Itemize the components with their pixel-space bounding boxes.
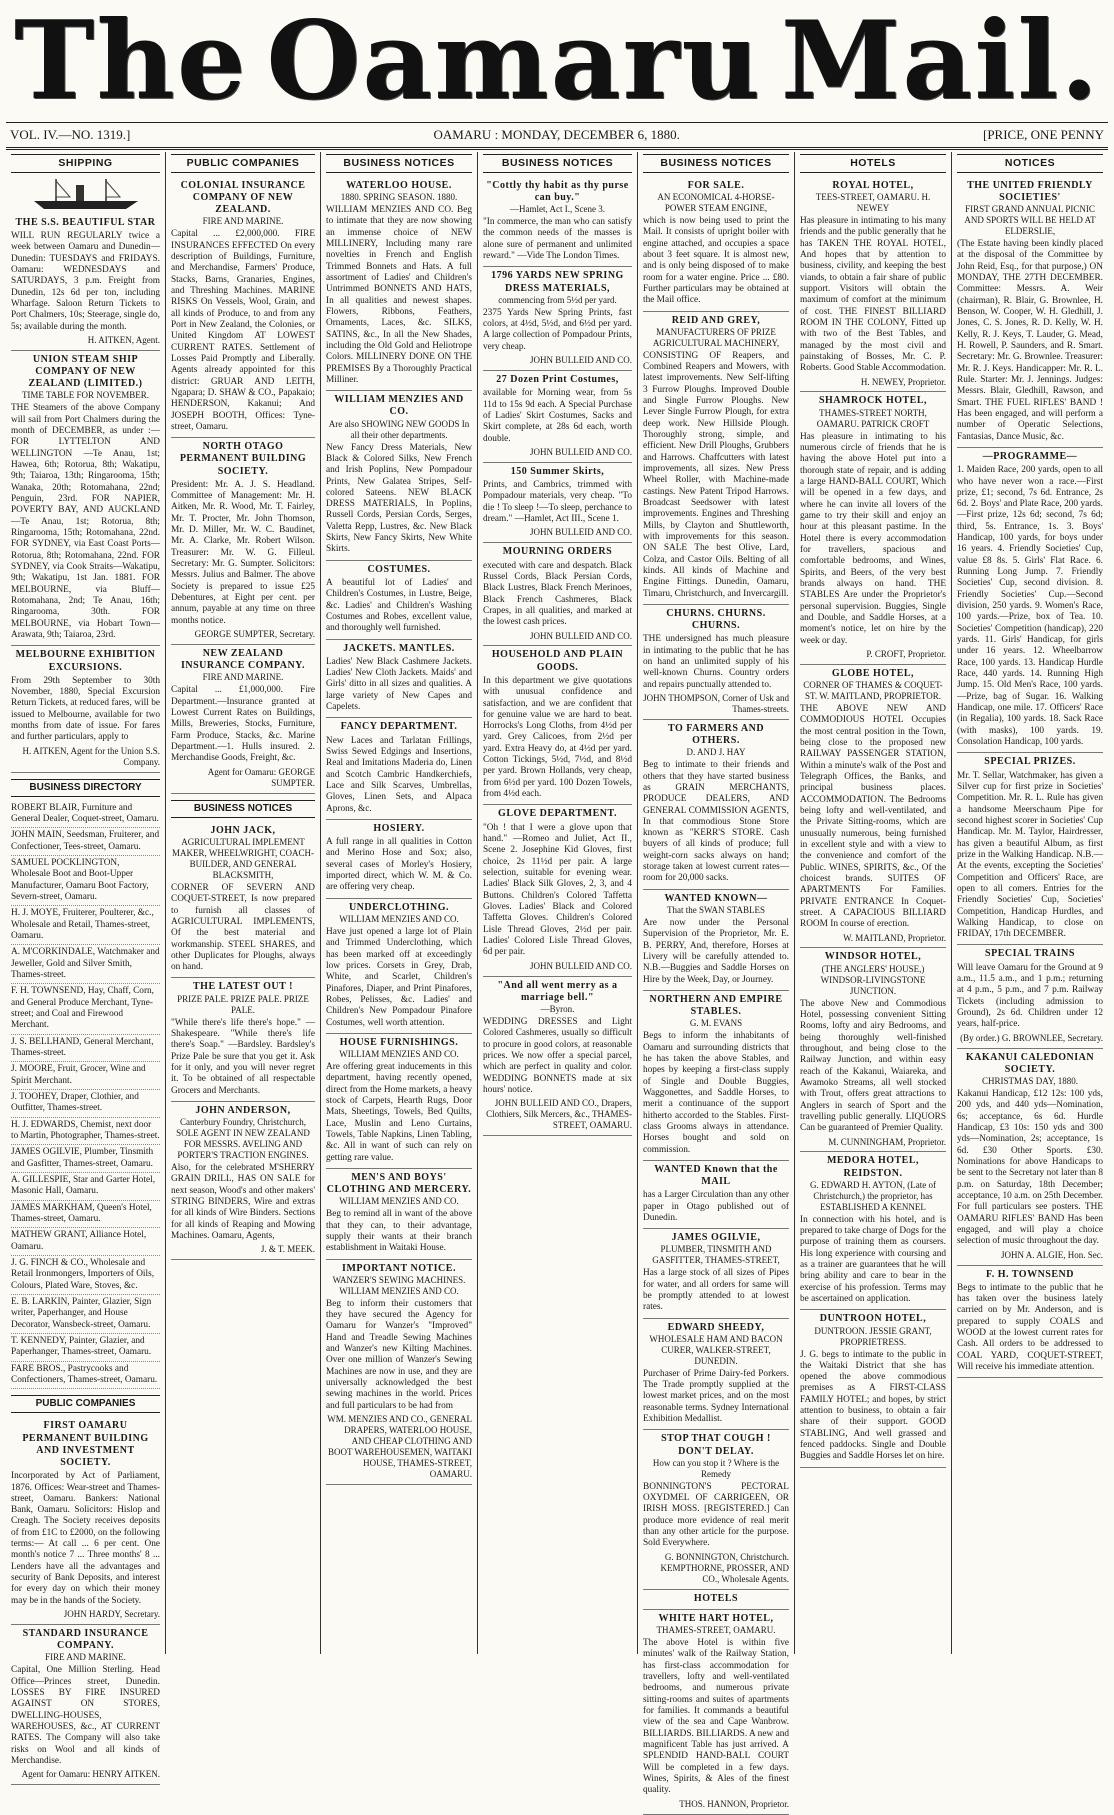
directory-entry: E. B. LARKIN, Painter, Glazier, Sign writer, Paperhanger, and House Decorator, Wansbeck-street, Oamaru. [11, 1295, 160, 1334]
advertisement-body: THE ABOVE NEW AND COMMODIOUS HOTEL Occupies the most central position in the Town, being close to the proposed new RAILWAY PASSENGER STATION, Within a minute's walk of the Post and Telegraph Offices, the Banks, and principal business places. ACCOMMODATION. The Bedrooms being lofty and well-ventilated, and the Private Sitting-rooms, which are unusually numerous, being furnished in excellent style and with a view to the convenience and comfort of the Public. WINES, SPIRITS, &c., Of the choicest brands. SUITES OF APARTMENTS For Families. PRIVATE ENTRANCE In Coquet-street. A CAPACIOUS BILLIARD ROOM In course of erection. [800, 703, 946, 930]
directory-entry: F. H. TOWNSEND, Hay, Chaff, Corn, and General Produce Merchant, Tyne-street; and Coal and Firewood Merchant. [11, 984, 160, 1034]
advertisement [483, 543, 632, 646]
advertisement-subtitle: WANZER'S SEWING MACHINES. WILLIAM MENZIES AND CO. [332, 1274, 466, 1296]
advertisement-subtitle: 1880. SPRING SEASON. 1880. [340, 191, 458, 202]
advertisement [326, 899, 472, 1034]
advertisement [643, 605, 789, 720]
advertisement-subtitle: PLUMBER, TINSMITH AND GASFITTER, THAMES-STREET, [652, 1244, 780, 1266]
advertisement-title: NEW ZEALAND INSURANCE COMPANY. [180, 648, 305, 672]
advertisement-signature: GEORGE SUMPTER, Secretary. [194, 629, 315, 640]
advertisement-subtitle: CORNER OF THAMES & COQUET-ST. W. MAITLAND, PROPRIETOR. [803, 680, 943, 701]
advertisement-body: Ladies' New Black Cashmere Jackets. Ladies' New Cloth Jackets. Maids' and Girls' ditto in all sizes and qualities. A large variety of New Capes and Capelets. [326, 656, 472, 713]
advertisement-body: Will leave Oamaru for the Ground at 9 a.m., 11.5 a.m., and 1 p.m.; returning at 4 p.m., 5 p.m., and 7 p.m. Railway Tickets (including admission to Ground), 2s 6d. Children under 12 years, half-price. [957, 962, 1103, 1030]
advertisement [643, 720, 789, 890]
advertisement [483, 805, 632, 976]
advertisement [957, 177, 1103, 448]
advertisement-body: WILLIAM MENZIES AND CO. Beg to intimate that they are now showing an immense choice of NEW MILLINERY, Including many rare novelties in French and English Trimmed Bonnets and Hats. A full assortment of Ladies' and Children's Untrimmed BONNETS AND HATS, In all qualities and newest shapes. Flowers, Ribbons, Feathers, Ornaments, Laces, &c. SILKS, SATINS, &c., In all the New Shades, including the Old Gold and Heliotrope Colors. MILLINERY DONE ON THE PREMISES By a Thoroughly Practical Milliner. [326, 204, 472, 385]
directory-entry: J. TOOHEY, Draper, Clothier, and Outfitter, Thames-street. [11, 1090, 160, 1118]
advertisement-title: WILLIAM MENZIES AND CO. [334, 394, 464, 418]
advertisement-body: Kakanui Handicap, £12 12s: 100 yds, 200 yds, and 440 yds—Nomination, 6s; acceptance, 6s 6d. Hurdle Handicap, £3 10s: 150 yds and 300 yds—Nomination, 2s; acceptance, 1s 6d. £30 Other Sports. £30. Nominations for above Handicaps to be sent to the Secretary not later than 8 p.m. on Saturday, 18th December; acceptance, 10 a.m. on 25th December. For full particulars see posters. THE OAMARU RIFLES' BAND Has been engaged, and will play a choice selection of music throughout the day. [957, 1088, 1103, 1247]
advertisement-subtitle: —Byron. [540, 1003, 575, 1014]
business3-ads [643, 177, 789, 1815]
advertisement-body: Prints, and Cambrics, trimmed with Pompadour materials, very cheap. "To die ! To sleep !—To sleep, perchance to dream." —Hamlet, Act III., Scene 1. [483, 480, 632, 525]
advertisement-subtitle: PRIZE PALE. PRIZE PALE. PRIZE PALE. [177, 993, 309, 1015]
advertisement-signature: H. NEWEY, Proprietor. [860, 376, 946, 387]
advertisement [643, 1229, 789, 1318]
advertisement [800, 1152, 946, 1310]
advertisement [171, 978, 315, 1101]
advertisement-title: ROYAL HOTEL, [832, 179, 914, 191]
advertisement-subtitle: AGRICULTURAL IMPLEMENT MAKER, WHEELWRIGHT, COACH-BUILDER, AND GENERAL BLACKSMITH, [172, 836, 314, 880]
advertisement-subtitle: Are also SHOWING NEW GOODS In all their other departments. [328, 418, 470, 440]
advertisement [483, 463, 632, 543]
advertisement-body: Mr. T. Sellar, Watchmaker, has given a Silver cup for first prize in Societies' Competition. Mr. R. L. Rule has given a handsome Meerschaum Pipe for second highest scorer in Societies' Cup Handicap. Mr. M. Taylor, Hairdresser, has given a beautiful Album, as first prize in the Walking Handicap. N.B.—At the events, excepting the Societies' Competition and Officers' Race, are open to all comers. Entries for the Friendly Societies' Cup, Societies' Competition, Handicap Hurdles, and Walking Handicap, to close on FRIDAY, 17th DECEMBER. [957, 770, 1103, 940]
advertisement-subtitle: D. AND J. HAY [686, 747, 746, 758]
advertisement [11, 214, 160, 351]
masthead-word-the: The [14, 0, 248, 124]
issue-date: OAMARU : MONDAY, DECEMBER 6, 1880. [433, 127, 680, 142]
advertisement-title: UNION STEAM SHIP COMPANY OF NEW ZEALAND (LIMITED.) [28, 353, 143, 390]
masthead-word-oamaru: Oamaru [266, 0, 763, 124]
advertisement-body: A full range in all qualities in Cotton and Merino Hose and Sox; also, several cases of Morley's Hosiery, imported direct, which W. M. & Co. are offering very cheap. [326, 837, 472, 893]
advertisement [11, 1417, 160, 1625]
advertisement [643, 312, 789, 605]
advertisement-title: FANCY DEPARTMENT. [340, 721, 458, 733]
advertisement-body: Begs to intimate to the public that he has taken over the business lately carried on by Mr. Anderson, and is prepared to supply COALS and WOOD at the lowest current rates for Cash. All orders to be addressed to COAL YARD, COQUET-STREET, Will receive his immediate attention. [957, 1282, 1103, 1372]
advertisement-body: New Laces and Tarlatan Frillings, Swiss Sewed Edgings and Insertions, Real and Imitations Maderia do, Linen and Scotch Cambric Handkerchiefs, Lace and Silk Scarves, Umbrellas, Gloves, Linen Sets, and Alpaca Aprons, &c. [326, 735, 472, 814]
column-public-companies [166, 152, 321, 1654]
advertisement-signature: H. AITKEN, Agent. [87, 334, 160, 345]
column-notices [952, 152, 1108, 1654]
advertisement-title: MOURNING ORDERS [502, 546, 613, 558]
advertisement-signature: J. & T. MEEK. [260, 1244, 315, 1255]
advertisement-subtitle: THAMES-STREET NORTH, OAMARU. PATRICK CROFT [816, 407, 930, 429]
advertisement-body: Begs to inform the inhabitants of Oamaru and surrounding districts that he has taken the above Stables, and hopes by keeping a first-class supply of Single and Double Buggies, Waggonettes, and Saddle Horses, to merit a continuance of the support hitherto accorded to the Stables. First-class Grooms always in attendance. Horses bought and sold on commission. [643, 1031, 789, 1155]
advertisement-title: COLONIAL INSURANCE COMPANY OF NEW ZEALAND. [180, 179, 306, 216]
advertisement [326, 640, 472, 719]
advertisement-body: 2375 Yards New Spring Prints, fast colors, at 4½d, 5½d, and 6½d per yard. A large collection of Pompadour Prints, very cheap. [483, 307, 632, 352]
advertisement [643, 890, 789, 991]
advertisement-title: IMPORTANT NOTICE. [342, 1262, 456, 1274]
advertisement-subtitle: That the SWAN STABLES [666, 904, 766, 915]
advertisement [957, 448, 1103, 753]
column-heading: BUSINESS NOTICES [326, 154, 472, 173]
advertisement-subtitle: commencing from 5½d per yard. [498, 294, 617, 305]
advertisement [643, 1610, 789, 1815]
directory-entry: SAMUEL POCKLINGTON, Wholesale Boot and Boot-Upper Manufacturer, Oamaru Boot Factory, Severn-street, Oamaru. [11, 856, 160, 906]
advertisement [800, 665, 946, 949]
advertisement [643, 1590, 789, 1610]
column-business-notices-1 [321, 152, 478, 1654]
advertisement-signature: Agent for Oamaru: HENRY AITKEN. [21, 1769, 160, 1780]
shipping-ads [11, 214, 160, 773]
advertisement-subtitle: FIRE AND MARINE. [202, 672, 284, 683]
advertisement-signature: H. AITKEN, Agent for the Union S.S. Company. [22, 745, 160, 767]
advertisement [957, 945, 1103, 1048]
public-companies-ads [11, 1417, 160, 1785]
advertisement-body: Capital ... £1,000,000. Fire Department.—Insurance granted at Lowest Current Rates on Buildings, Mills, Breweries, Stocks, Furniture, Farm Produce, Stacks, &c. Marine Department.—1. Hulls insured. 2. Merchandise Goods, Freight, &c. [171, 685, 315, 764]
advertisement [483, 371, 632, 463]
advertisement-signature: JOHN BULLEID AND CO. [530, 355, 632, 366]
advertisement [800, 392, 946, 664]
advertisement-body: has a Larger Circulation than any other paper in Otago published out of Dunedin. [643, 1190, 789, 1223]
directory-entry: JAMES MARKHAM, Queen's Hotel, Thames-street, Oamaru. [11, 1201, 160, 1229]
advertisement [957, 1266, 1103, 1379]
advertisement-title: GLOVE DEPARTMENT. [498, 808, 617, 820]
advertisement-body: "Oh ! that I were a glove upon that hand." —Romeo and Juliet, Act II., Scene 2. Josephine Kid Gloves, first choice, 2s 11½d per pair. A large selection, suitable for evening wear. Ladies' Black Silk Gloves, 2, 3, and 4 Buttons. Children's Colored Taffetta Gloves. Ladies' Black and Colored Taffetta Gloves. Children's Colored Lisle Thread Gloves, 2½d per pair. Ladies' Colored Lisle Thread Gloves, 6d per pair. [483, 822, 632, 958]
directory-entry: T. KENNEDY, Painter, Glazier, and Paperhanger, Thames-street, Oamaru. [11, 1334, 160, 1362]
advertisement-body: The above New and Commodious Hotel, possessing convenient Sitting Rooms, lofty and airy Bedrooms, and being thoroughly well-finished throughout, and being close to the Railway Junction, and within easy reach of the Kakanui, Waiareka, and Awamoko Streams, all well stocked with Trout, offers great attractions to Anglers in search of Sport and the travelling public generally. LIQUORS Can be guaranteed of Premier Quality. [800, 998, 946, 1134]
advertisement-subtitle: AN ECONOMICAL 4-HORSE-POWER STEAM ENGINE, [657, 191, 775, 213]
advertisement-title: SHAMROCK HOTEL, [818, 395, 928, 407]
advertisement-subtitle: DUNTROON. JESSIE GRANT, PROPRIETRESS. [814, 1325, 932, 1347]
column-heading: HOTELS [800, 154, 946, 173]
advertisement-title: KAKANUI CALEDONIAN SOCIETY. [965, 1051, 1095, 1075]
advertisement-title: JACKETS. MANTLES. [343, 642, 455, 654]
advertisement-body: Beg to inform their customers that they have secured the Agency for Oamaru for Wanzer's "Improved" Hand and Treadle Sewing Machines and Wanzer's new Kilting Machines. Over one million of Wanzer's Sewing Machines are now in use, and they are universally acknowledged the best sewing machines in the world. Prices and full particulars to be had from [326, 1298, 472, 1411]
advertisement [643, 991, 789, 1161]
advertisement-subtitle: How can you stop it ? Where is the Remedy [652, 1457, 780, 1479]
advertisement-title: DUNTROON HOTEL, [819, 1313, 927, 1325]
advertisement-title: WANTED KNOWN— [664, 892, 768, 904]
advertisement-signature: THOS. HANNON, Proprietor. [679, 1798, 789, 1809]
advertisement-signature: W. MAITLAND, Proprietor. [843, 932, 946, 943]
column-heading: PUBLIC COMPANIES [171, 154, 315, 173]
directory-entry: J. S. BELLHAND, General Merchant, Thames-street. [11, 1035, 160, 1063]
advertisement-body: Are offering great inducements in this department, having recently opened, direct from the Home markets, a heavy stock of Carpets, Hearth Rugs, Door Mats, Sheetings, Towels, Bed Quilts, Lace, Muslin and Leno Curtains, Towels, Table Napkins, Linen Tabling, &c. All in want of such can rely on getting rare value. [326, 1062, 472, 1163]
advertisement [643, 1161, 789, 1229]
masthead [6, 0, 1108, 122]
advertisement-signature: JOHN THOMPSON, Corner of Usk and Thames-streets. [643, 692, 789, 714]
advertisement-body: BONNINGTON'S PECTORAL OXYDMEL OF CARRIGEEN, OR IRISH MOSS. [REGISTERED.] Can produce more evidence of real merit than any other article for the purpose. Sold Everywhere. [643, 1481, 789, 1549]
advertisement-signature: G. BONNINGTON, Christchurch. KEMPTHORNE, PROSSER, AND CO., Wholesale Agents. [660, 1551, 789, 1584]
business-directory [11, 801, 160, 1389]
advertisement-title: WANTED Known that the MAIL [654, 1163, 778, 1188]
masthead-word-mail: Mail. [780, 0, 1100, 124]
column-heading: SHIPPING [11, 154, 160, 173]
advertisement-body: The above Hotel is within five minutes' walk of the Railway Station, has first-class accommodation for travellers, lofty and well-ventilated bedrooms, and numerous private sitting-rooms and suites of apartments for families. It commands a beautiful view of the sea and Cape Wanbrow. BILLIARDS. BILLIARDS. A new and magnificent Table has just arrived. A SPLENDID HAND-BALL COURT Will be completed in a few days. Wines, Spirits, & Ales of the finest quality. [643, 1637, 789, 1796]
dateline [6, 122, 1108, 150]
advertisement-title: —PROGRAMME— [982, 450, 1078, 462]
advertisement-subtitle: TEES-STREET, OAMARU. H. NEWEY [815, 191, 931, 213]
advertisement-subtitle: TIME TABLE FOR NOVEMBER. [21, 390, 150, 401]
advertisement-subtitle: THAMES-STREET, OAMARU. [656, 1624, 776, 1635]
advertisement-signature: M. CUNNINGHAM, Proprietor. [828, 1136, 946, 1147]
advertisement [483, 267, 632, 371]
advertisement-title: UNDERCLOTHING. [348, 901, 450, 913]
advertisement-body: Has pleasure in intimating to his many friends and the public generally that he has TAKEN THE ROYAL HOTEL, And hopes that by attention to business, civility, and keeping the best viands, to obtain a fair share of public support. Visitors will obtain the maximum of comfort at the minimum of cost. THE FINEST BILLIARD ROOM IN THE COLONY, Fitted up with two of the Best Tables, and managed by the most civil and painstaking of Bosses, Mr. C. P. Roberts. Good Stable Accommodation. [800, 215, 946, 374]
advertisement-title: JOHN ANDERSON, [195, 1104, 291, 1116]
advertisement-body: (The Estate having been kindly placed at the disposal of the Committee by John Reid, Esq., for that purpose,) ON MONDAY, THE 27TH DECEMBER. Committee: Messrs. A. Weir (chairman), R. Blair, G. Brownlee, H. Benson, W. Cooper, W. H. Gledhill, J. Jones, C. S. Jones, R. D. Kelly, W. H. Kelly, R. J. Keys, T. Lauder, G. Mead, H. Rowell, P. Saunders, and R. Smart. Secretary: Mr. G. Brownlee. Treasurer: Mr. R. J. Keys. Handicapper: Mr. R. L. Rule. Starter: Mr. J. Jennings. Judges: Messrs. Blair, Gledhill, Rawson, and Smart. THE FUEL RIFLES' BAND ! Has been engaged, and will perform a number of Operatic Selections, Fantasias, Dance Music, &c. [957, 239, 1103, 442]
advertisement-title: STOP THAT COUGH ! DON'T DELAY. [661, 1433, 771, 1457]
column-shipping [6, 152, 166, 1780]
advertisement-signature: WM. MENZIES AND CO., GENERAL DRAPERS, WATERLOO HOUSE, AND CHEAP CLOTHING AND BOOT WAREHOUSEMEN, WAITAKI HOUSE, THAMES-STREET, OAMARU. [327, 1414, 472, 1479]
advertisement-subtitle: WILLIAM MENZIES AND CO. [339, 1196, 459, 1207]
advertisement [643, 1430, 789, 1589]
advertisement-title: GLOBE HOTEL, [831, 667, 915, 679]
advertisement [957, 1049, 1103, 1266]
steamship-icon [26, 177, 146, 211]
advertisement-title: JAMES OGILVIE, [671, 1232, 761, 1244]
advertisement-title: MEDORA HOTEL, REIDSTON. [826, 1155, 920, 1179]
business-directory-heading: BUSINESS DIRECTORY [11, 779, 160, 797]
advertisement-title: EDWARD SHEEDY, [667, 1321, 765, 1333]
advertisement-title: THE LATEST OUT ! [193, 981, 293, 993]
column-heading: NOTICES [957, 154, 1103, 173]
advertisement [11, 1625, 160, 1785]
advertisement-signature: P. CROFT, Proprietor. [866, 648, 946, 659]
advertisement-title: JOHN JACK, [210, 824, 276, 836]
advertisement [171, 438, 315, 645]
column-heading: BUSINESS NOTICES [483, 154, 632, 173]
business1-ads [326, 177, 472, 1485]
advertisement [326, 561, 472, 640]
advertisement-subtitle: —Hamlet, Act I., Scene 3. [510, 204, 605, 215]
directory-entry: H. J. EDWARDS, Chemist, next door to Martin, Photographer, Thames-street. [11, 1118, 160, 1146]
advertisement [326, 1260, 472, 1485]
directory-entry: JAMES OGILVIE, Plumber, Tinsmith and Gasfitter, Thames-street, Oamaru. [11, 1145, 160, 1173]
advertisement-body: THE undersigned has much pleasure in intimating to the public that he has on hand an unlimited supply of his well-known Churns. Country orders and repairs punctually attended to. [643, 634, 789, 690]
columns [6, 152, 1108, 1809]
advertisement-title: MELBOURNE EXHIBITION EXCURSIONS. [15, 649, 156, 673]
advertisement [171, 1102, 315, 1260]
advertisement [171, 645, 315, 794]
advertisement-body: From 29th September to 30th November, 1880, Special Excursion Return Tickets, at reduced fares, will be issued to Melbourne, available for two months from date of issue. For fares and further particulars, apply to [11, 675, 160, 743]
advertisement-body: Beg to remind all in want of the above that they can, to their advantage, supply their wants at their branch establishment in Waitaki House. [326, 1209, 472, 1254]
advertisement-subtitle: WHOLESALE HAM AND BACON CURER, WALKER-STREET, DUNEDIN. [649, 1333, 783, 1366]
advertisement-title: SPECIAL TRAINS [985, 948, 1075, 960]
advertisement-title: HOUSE FURNISHINGS. [339, 1036, 459, 1048]
advertisement [483, 177, 632, 268]
advertisement-subtitle: G. M. EVANS [689, 1018, 743, 1029]
advertisement-body: "While there's life there's hope." —Shakespeare. "While there's life there's Soap." —Bardsley. Bardsley's Prize Pale be sure that you get it. Ask for it only, and you will never regret it. To be obtained of all respectable Grocers and Merchants. [171, 1017, 315, 1096]
column-business-notices-2 [478, 152, 638, 1654]
advertisement-title: F. H. TOWNSEND [986, 1268, 1074, 1280]
advertisement-body: available for Morning wear, from 5s 11d to 15s 9d each. A Special Purchase of Ladies' Skirt Costumes, Sacks and Skirt complete, at 28s 6d each, worth double. [483, 388, 632, 444]
advertisement-title: NORTHERN AND EMPIRE STABLES. [649, 993, 783, 1018]
advertisement-title: HOSIERY. [373, 822, 425, 834]
advertisement-body: Has pleasure in intimating to his numerous circle of friends that he is having the above Hotel put into a thorough state of repair, and is adding a large HAND-BALL COURT, Which will be opened in a few days, and where he can invite all lovers of the game to try their skill and enjoy an hour at this pleasant pastime. In the Hotel there is every accommodation for travellers, spacious and comfortable bedrooms, and Wines, Spirits, and Beers, of the very best brands always on hand. THE STABLES Are under the Proprietor's personal supervision. Buggies, Single and Double, and Saddle Horses, at a moment's notice, let on hire by the week or day. [800, 431, 946, 646]
advertisement [326, 391, 472, 561]
directory-entry: A. M'CORKINDALE, Watchmaker and Jeweller, Gold and Silver Smith, Thames-street. [11, 945, 160, 984]
advertisement-title: 1796 YARDS NEW SPRING DRESS MATERIALS, [491, 270, 624, 294]
advertisement-body: WILL RUN REGULARLY twice a week between Oamaru and Dunedin— Dunedin: TUESDAYS and FRIDAYS. Oamaru: WEDNESDAYS and SATURDAYS, 3 p.m. Freight from Dunedin, 12s 6d per ton, including Wharfage. Saloon Return Tickets to Port Chalmers, 10s; Steerage, single do, 5s; available during the month. [11, 230, 160, 332]
advertisement-subtitle: Canterbury Foundry, Christchurch, SOLE AGENT IN NEW ZEALAND FOR MESSRS. AVELING AND PORTER'S TRACTION ENGINES. [176, 1117, 310, 1160]
advertisement [326, 177, 472, 391]
advertisement-subtitle: FIRST GRAND ANNUAL PICNIC AND SPORTS WILL BE HELD AT ELDERSLIE, [964, 204, 1096, 237]
advertisement-body: Have just opened a large lot of Plain and Trimmed Underclothing, which has been marked off at exceedingly low prices. Corsets in Grey, Drab, White, and Scarlet, Children's Pinafores, Diaper, and Print Pinafores, Robes, Pelisses, &c. Ladies' and Children's New Pompadour Pinafore Costumes, well worth attention. [326, 926, 472, 1028]
advertisement-body: Purchaser of Prime Dairy-fed Porkers. The Trade promptly supplied at the lowest market prices, and on the most reasonable terms. Sydney International Exhibition Medallist. [643, 1368, 789, 1425]
advertisement-title: CHURNS. CHURNS. CHURNS. [666, 607, 766, 632]
column-heading: BUSINESS NOTICES [643, 154, 789, 173]
advertisement-body: Capital, One Million Sterling. Head Office—Princes street, Dunedin. LOSSES BY FIRE INSURED AGAINST ON STORES, DWELLING-HOUSES, WAREHOUSES, &c., AT CURRENT RATES. The Company will also take risks on Wool and all kinds of Merchandise. [11, 1665, 160, 1767]
advertisement-body: THE Steamers of the above Company will sail from Port Chalmers during the month of DECEMBER, as under :— FOR LYTTELTON AND WELLINGTON —Te Anau, 1st; Hawea, 6th; Rotorua, 8th; Wakatipu, 9th; Taiaroa, 13th; Ringarooma, 15th; Wanaka, 20th; Rotomahana, 22nd; Penguin, 23rd. FOR NAPIER, POVERTY BAY, AND AUCKLAND—Te Anau, 1st; Rotorua, 8th; Ringarooma, 15th; Rotomahana, 22nd. FOR SYDNEY, via East Coast Ports—Rotorua, 8th; Rotomahana, 22nd. FOR SYDNEY, via Cook Straits—Wakatipu, 9th; Wakatipu, 1st Jan. 1881. FOR MELBOURNE, via Bluff—Rotomahana, 2nd; Te Anau, 16th; Ringarooma, 30th. FOR MELBOURNE, via Hobart Town—Arawata, 9th; Taiaroa, 23rd. [11, 403, 160, 640]
business2-ads [483, 177, 632, 1136]
directory-entry: FARE BROS., Pastrycooks and Confectioners, Thames-street, Oamaru. [11, 1362, 160, 1390]
advertisement-body: Has a large stock of all sizes of Pipes for water, and all orders for same will be promptly attended to at lowest rates. [643, 1268, 789, 1313]
advertisement-body: Beg to intimate to their friends and others that they have started business as GRAIN MERCHANTS, PRODUCE DEALERS, AND GENERAL COMMISSION AGENTS, In that commodious Stone Store known as "KERR'S STORE. Cash buyers of all kinds of produce; full weight-corn sacks always on hand; storage taken at lowest current rates—room for 20,000 sacks. [643, 760, 789, 884]
directory-entry: J. MOORE, Fruit, Grocer, Wine and Spirit Merchant. [11, 1062, 160, 1090]
advertisement-signature: JOHN A. ALGIE, Hon. Sec. [1001, 1249, 1103, 1260]
volume-number: VOL. IV.—NO. 1319.] [10, 127, 131, 142]
advertisement [800, 948, 946, 1152]
advertisement-body: A beautiful lot of Ladies' and Children's Costumes, in Lustre, Beige, &c. Ladies' and Children's Washing Costumes and Robes, excellent value, and thoroughly well furnished. [326, 577, 472, 634]
advertisement [800, 1310, 946, 1467]
advertisement-title: COSTUMES. [367, 563, 431, 575]
directory-entry: ROBERT BLAIR, Furniture and General Dealer, Coquet-street, Oamaru. [11, 801, 160, 829]
directory-entry: MATHEW GRANT, Alliance Hotel, Oamaru. [11, 1228, 160, 1256]
hotels-ads [800, 177, 946, 1468]
companies-ads [171, 177, 315, 794]
advertisement-body: In connection with his hotel, and is prepared to take charge of Dogs for the purpose of training them as coursers. His long experience with coursing and as a trainer are guarantees that he will bring ability and care to bear in the exercise of his profession. Terms may be ascertained on application. [800, 1214, 946, 1305]
directory-entry: A. GILLESPIE, Star and Garter Hotel, Masonic Hall, Oamaru. [11, 1173, 160, 1201]
advertisement-title: WINDSOR HOTEL, [824, 951, 922, 963]
advertisement-subtitle: FIRE AND MARINE. [202, 216, 284, 227]
advertisement [643, 1319, 789, 1431]
advertisement-body: "In commerce, the man who can satisfy the common needs of the masses is alone sure of permanent and unlimited reward." —Vide The London Times. [483, 217, 632, 262]
advertisement-body: President: Mr. A. J. S. Headland. Committee of Management: Mr. H. Aitken, Mr. R. Wood, Mr. T. Fairley, Mr. T. Procter, Mr. John Thomson, Mr. D. Miller, Mr. W. C. Baudinet, Mr. A. Clarke, Mr. Robert Wilson. Treasurer: Mr. W. G. Filleul. Secretary: Mr. G. Sumpter. Solicitors: Messrs. Julius and Balmer. The above Society is prepared to issue £25 Debentures, at Eight per cent. per annum, payable at any time on three months notice. [171, 479, 315, 626]
advertisement-title: THE S.S. BEAUTIFUL STAR [15, 216, 156, 228]
advertisement-subtitle: (THE ANGLERS' HOUSE,) WINDSOR-LIVINGSTONE JUNCTION. [820, 963, 926, 996]
advertisement-body: executed with care and despatch. Black Russel Cords, Black Persian Cords, Black Lustres, Black French Merinoes, Black French Cashmeres, Black Crapes, in all qualities, and marked at the lowest cash prices. [483, 560, 632, 628]
directory-entry: H. J. MOYE, Fruiterer, Poulterer, &c., Wholesale and Retail, Thames-street, Oamaru. [11, 906, 160, 945]
advertisement [800, 177, 946, 393]
advertisement-title: TO FARMERS AND OTHERS. [667, 722, 765, 747]
column-business-notices-3 [638, 152, 795, 1809]
advertisement-subtitle: FIRE AND MARINE. [45, 1652, 126, 1663]
advertisement-body: Are now under the Personal Supervision of the Proprietor, Mr. E. B. PERRY, And, therefore, Horses at Livery will be carefully attended to. N.B.—Buggies and Saddle Horses on Hire by the Week, Day, or Journey. [643, 917, 789, 985]
advertisement-body: Incorporated by Act of Parliament, 1876. Offices: Wear-street and Thames-street, Oamaru. Bankers: National Bank, Oamaru. Solicitors: Hislop and Creagh. The Society receives deposits of from £1C to £2000, on the following terms:— At call ... 6 per cent. One month's notice 7 ... Three months' 8 ... Lenders have all the advantages and security of Bank Deposits, and interest for every day on which their money may be in the hands of the Society. [11, 1471, 160, 1606]
advertisement [957, 753, 1103, 945]
advertisement-subtitle: WILLIAM MENZIES AND CO. [339, 1049, 459, 1060]
advertisement-subtitle: G. EDWARD H. AYTON, (Late of Christchurch,) the proprietor, has ESTABLISHED A KENNEL [810, 1179, 936, 1212]
advertisement-title: 150 Summer Skirts, [510, 465, 605, 477]
advertisement-signature: JOHN BULLEID AND CO. [530, 527, 632, 538]
advertisement [483, 646, 632, 805]
public-companies-heading: PUBLIC COMPANIES [11, 1395, 160, 1413]
advertisement-title: WATERLOO HOUSE. [346, 179, 452, 191]
advertisement-subtitle: WILLIAM MENZIES AND CO. [339, 913, 459, 924]
advertisement [11, 646, 160, 772]
advertisement-title: FOR SALE. [687, 179, 745, 191]
advertisement [171, 822, 315, 979]
advertisement-title: HOUSEHOLD AND PLAIN GOODS. [491, 649, 624, 673]
advertisement-body: Also, for the celebrated M'SHERRY GRAIN DRILL, HAS ON SALE for next season, Wood's and other makers' STRING BINDERS, Wire and extras for all kinds of Wire Binders. Sections for all kinds of Reaping and Mowing Machines. Oamaru, Agents, [171, 1162, 315, 1241]
advertisement [11, 351, 160, 646]
advertisement [171, 177, 315, 438]
advertisement-signature: JOHN HARDY, Secretary. [63, 1609, 160, 1620]
advertisement-subtitle: CHRISTMAS DAY, 1880. [981, 1075, 1079, 1086]
advertisement-body: 1. Maiden Race, 200 yards, open to all who have never won a race.—First prize, £1; second, 7s 6d. Entrance, 2s 6d. 2. Boys' and Plate Race, 200 yards.—First prize, 12s 6d; second, 7s 6d; third, 5s. Entrance, 1s. 3. Boys' Handicap, 100 yards, for boys under 16 years. 4. Friendly Societies' Cup, value £8 8s. 5. Girls' Flat Race. 6. Running Long Jump. 7. Friendly Societies' Cup, second division. 8. Friendly Societies' Cup.—Second division, 250 yards. 9. Women's Race, 100 yards.—Prize, box of Tea. 10. Societies' Competition (handicap), 220 yards. 11. Girls' Handicap, for girls under 16 years. 12. Wheelbarrow Race, 100 yards. 13. Handicap Hurdle Race, 440 yards. 14. Running High Jump. 15. Old Men's Race, 100 yards.—Prize, bag of Sugar. 16. Walking Handicap, one mile. 17. Officers' Race (in Regalia), 100 yards. 18. Sack Race (with masks), 100 yards. 19. Consolation Handicap, 100 yards. [957, 465, 1103, 748]
advertisement-signature: JOHN BULLEID AND CO. [530, 630, 632, 641]
advertisement-body: New Fancy Dress Materials, New Black & Colored Silks, New French and Irish Poplins, New Pompadour Prints, New Galatea Stripes, Self-colored Sateens. NEW BLACK DRESS MATERIALS, In Poplins, Russell Cords, Persian Cords, Serges, Valetta Repp, Lustres, &c. New Black Skirts, New Fancy Skirts, New White Skirts. [326, 442, 472, 555]
advertisement [326, 1034, 472, 1169]
advertisement-title: 27 Dozen Print Costumes, [496, 374, 619, 386]
advertisement-body: WEDDING DRESSES and Light Colored Cashmeres, usually so difficult to procure in good colors, at reasonable prices. We now offer a special parcel, which are perfect in quality and color. WEDDING BONNETS made at six hours' notice. [483, 1016, 632, 1095]
advertisement-title: REID AND GREY, [671, 314, 761, 326]
advertisement [643, 177, 789, 312]
advertisement-title: NORTH OTAGO PERMANENT BUILDING SOCIETY. [179, 441, 307, 477]
advertisement-body: which is now being used to print the Mail. It consists of upright boiler with engine attached, and occupies a space about 3 feet square. It is almost new, and is only being disposed of to make room for a water engine. Price ... £80. Further particulars may be obtained at the Mail office. [643, 215, 789, 306]
directory-entry: JOHN MAIN, Seedsman, Fruiterer, and Confectioner, Tees-street, Oamaru. [11, 828, 160, 856]
notices-ads [957, 177, 1103, 1379]
directory-entry: J. G. FINCH & CO., Wholesale and Retail Ironmongers, Importers of Oils, Colours, Plated Ware, Stoves, &c. [11, 1256, 160, 1295]
advertisement-title: "Cottly thy habit as thy purse can buy." [486, 179, 629, 203]
advertisement-title: "And all went merry as a marriage bell." [497, 979, 618, 1003]
advertisement-signature: JOHN BULLEID AND CO., Drapers, Clothiers, Silk Mercers, &c., THAMES-STREET, OAMARU. [486, 1098, 632, 1131]
advertisement-title: HOTELS [693, 1592, 739, 1604]
advertisement-title: FIRST OAMARU PERMANENT BUILDING AND INVESTMENT SOCIETY. [22, 1420, 149, 1468]
advertisement-body: J. G. begs to intimate to the public in the Waitaki District that she has opened the above commodious premises as A FIRST-CLASS FAMILY HOTEL; and hopes, by strict attention to business, to obtain a fair share of their support. GOOD STABLING, And well grassed and fenced paddocks. Single and Double Buggies and Saddle Horses let on hire. [800, 1349, 946, 1462]
price: [PRICE, ONE PENNY [983, 127, 1104, 142]
advertisement-title: SPECIAL PRIZES. [984, 756, 1076, 768]
advertisement-body: In this department we give quotations with unusual confidence and satisfaction, and we are confident that for genuine value we are hard to beat. Horrocks's Long Cloths, from 4½d per yard. Grey Calicoes, from 2½d per yard. Extra Heavy do, at 4½d per yard. Cotton Tickings, 5½d, 7½d, and 8½d per yard. Brown Hollands, very cheap, from 6½d per yard. 100 Dozen Towels, from 4½d each. [483, 675, 632, 800]
advertisement [326, 820, 472, 899]
advertisement-title: WHITE HART HOTEL, [658, 1612, 774, 1624]
advertisement [326, 718, 472, 819]
advertisement-body: Capital ... £2,000,000. FIRE INSURANCES EFFECTED On every description of Buildings, Furniture, and Merchandise, Farmers' Produce, Stacks, Barns, Granaries, Engines, and Threshing Machines. MARINE RISKS On Vessels, Wool, Grain, and all kinds of Produce, to and from any Port in New Zealand, the Colonies, or United Kingdom AT LOWEST CURRENT RATES. Settlement of Losses Paid Promptly and Liberally. Agents already appointed for this district: GRUAR AND LEITH, Ngapara; D. SHAW & CO., Papakaio; HENDERSON, Kakanui; And JOSEPH BOOTH, Offices: Tyne-street, Oamaru. [171, 229, 315, 432]
advertisement-body: CORNER OF SEVERN AND COQUET-STREET, Is now prepared to furnish all classes of AGRICULTURAL IMPLEMENTS, Of the best material and workmanship. STEEL SHARES, and other Duplicates for Ploughs, always on hand. [171, 882, 315, 973]
advertisement [326, 1169, 472, 1260]
advertisement-signature: Agent for Oamaru: GEORGE SUMPTER. [207, 766, 315, 788]
business-notices-heading: BUSINESS NOTICES [171, 800, 315, 818]
advertisement [483, 977, 632, 1137]
advertisement-signature: JOHN BULLEID AND CO. [530, 446, 632, 457]
advertisement-title: THE UNITED FRIENDLY SOCIETIES' [967, 179, 1093, 203]
business-ads [171, 822, 315, 1260]
advertisement-title: MEN'S AND BOYS' CLOTHING AND MERCERY. [326, 1171, 472, 1196]
advertisement-subtitle: MANUFACTURERS OF PRIZE AGRICULTURAL MACHINERY, [652, 326, 780, 348]
column-hotels [795, 152, 952, 1654]
advertisement-signature: (By order.) G. BROWNLEE, Secretary. [960, 1032, 1103, 1043]
advertisement-title: STANDARD INSURANCE COMPANY. [22, 1628, 149, 1652]
advertisement-body: CONSISTING OF Reapers, and Combined Reapers and Mowers, with latest improvements. New Self-lifting 3 Furrow Ploughs. Improved Double and Single Furrow Ploughs. New Lever Single Furrow Plough, for extra deep work. New Hillside Plough. Thoroughly strong, simple, and efficient. New Drill Ploughs, Grubbers and Harrows. Chaffcutters with latest improvements, all sizes. New Press Wheel Roller, with Machine-made castings. New Patent Tripod Harrows. Broadcast Seedsower with latest improvements. Engines and Threshing Mills, by Clayton and Shuttleworth, with improvements for this season. ON SALE The best Olive, Lard, Colza, and Castor Oils. Belting of all kinds. All kinds of Machine and Engine Fittings. Dunedin, Oamaru, Timaru, Christchurch, and Invercargill. [643, 350, 789, 599]
advertisement-signature: JOHN BULLEID AND CO. [530, 960, 632, 971]
